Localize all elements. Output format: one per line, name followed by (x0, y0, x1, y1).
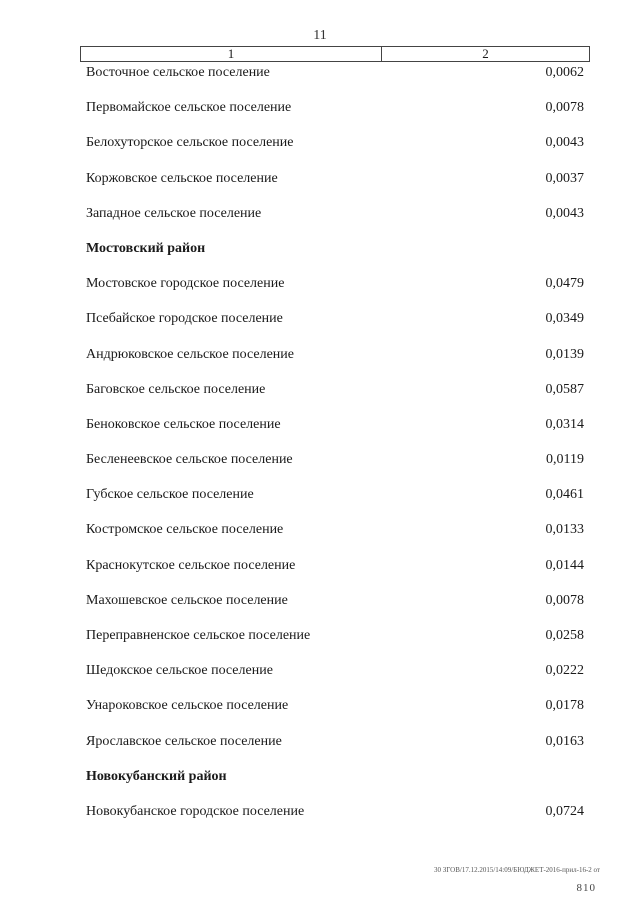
table-row (86, 338, 586, 373)
footer-code: 810 (576, 882, 596, 894)
coefficient-value: 0,0043 (545, 135, 584, 151)
table-row (86, 302, 586, 337)
settlement-name: Краснокутское сельское поселение (86, 557, 296, 573)
settlement-name: Губское сельское поселение (86, 487, 254, 503)
coefficient-value: 0,0119 (546, 452, 584, 468)
table-body (86, 56, 586, 830)
table-row (86, 689, 586, 724)
table-row (86, 126, 586, 161)
coefficient-value: 0,0349 (545, 311, 584, 327)
settlement-name: Махошевское сельское поселение (86, 592, 288, 608)
settlement-name: Унароковское сельское поселение (86, 698, 289, 714)
table-row (86, 513, 586, 548)
coefficient-value: 0,0139 (545, 346, 584, 362)
table-row (86, 162, 586, 197)
section-heading: Мостовский район (86, 240, 206, 256)
settlement-name: Костромское сельское поселение (86, 522, 284, 538)
table-row (86, 197, 586, 232)
coefficient-value: 0,0043 (545, 205, 584, 221)
settlement-name: Ярославское сельское поселение (86, 733, 282, 749)
coefficient-value: 0,0078 (545, 592, 584, 608)
settlement-name: Первомайское сельское поселение (86, 100, 292, 116)
table-row (86, 56, 586, 91)
table-row (86, 795, 586, 830)
settlement-name: Мостовское городское поселение (86, 276, 285, 292)
settlement-name: Баговское сельское поселение (86, 381, 266, 397)
settlement-name: Шедокское сельское поселение (86, 663, 273, 679)
settlement-name: Белохуторское сельское поселение (86, 135, 294, 151)
table-row (86, 373, 586, 408)
page-number: 11 (313, 28, 327, 43)
table-row (86, 584, 586, 619)
table-row (86, 654, 586, 689)
table-row (86, 408, 586, 443)
section-heading-row (86, 232, 586, 267)
coefficient-value: 0,0144 (545, 557, 584, 573)
settlement-name: Восточное сельское поселение (86, 65, 270, 80)
coefficient-value: 0,0479 (545, 276, 584, 292)
table-row (86, 619, 586, 654)
settlement-name: Западное сельское поселение (86, 205, 262, 221)
table-row (86, 725, 586, 760)
coefficient-value: 0,0163 (545, 733, 584, 749)
settlement-name: Коржовское сельское поселение (86, 170, 278, 186)
settlement-name: Андрюковское сельское поселение (86, 346, 294, 362)
table-row (86, 478, 586, 513)
settlement-name: Беноковское сельское поселение (86, 416, 281, 432)
coefficient-value: 0,0062 (545, 65, 584, 80)
settlement-name: Переправненское сельское поселение (86, 628, 311, 643)
coefficient-value: 0,0078 (545, 100, 584, 116)
coefficient-value: 0,0314 (545, 416, 584, 432)
footer-stamp: 30 ЗГОВ/17.12.2015/14:09/БЮДЖЕТ-2016-прил-16-2 от (434, 866, 600, 874)
settlement-name: Бесленеевское сельское поселение (86, 452, 293, 468)
coefficient-value: 0,0258 (545, 628, 584, 643)
table-row (86, 91, 586, 126)
coefficient-value: 0,0222 (545, 663, 584, 679)
coefficient-value: 0,0037 (545, 170, 584, 186)
coefficient-value: 0,0587 (545, 381, 584, 397)
table-row (86, 267, 586, 302)
section-heading: Новокубанский район (86, 768, 227, 784)
table-header-col1: 1 (81, 47, 382, 61)
settlement-name: Новокубанское городское поселение (86, 803, 305, 819)
coefficient-value: 0,0178 (545, 698, 584, 714)
settlement-name: Псебайское городское поселение (86, 311, 283, 327)
coefficient-value: 0,0724 (545, 803, 584, 819)
table-row (86, 549, 586, 584)
section-heading-row (86, 760, 586, 795)
table-row (86, 443, 586, 478)
coefficient-value: 0,0461 (545, 487, 584, 503)
table-header-col2: 2 (482, 46, 489, 61)
coefficient-value: 0,0133 (545, 522, 584, 538)
